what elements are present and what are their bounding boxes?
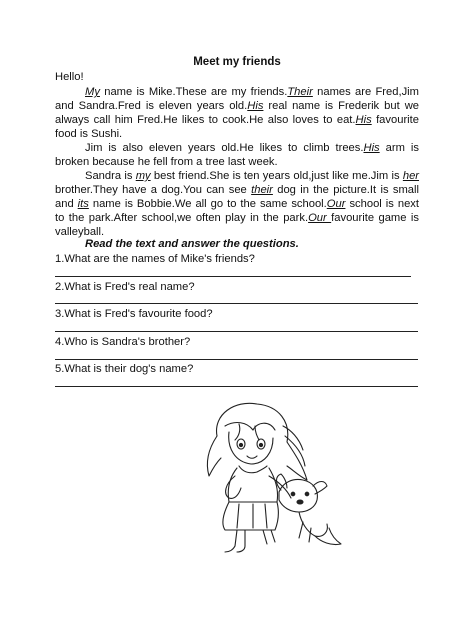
text-run: school is next to the park.After school,we often play in the park. <box>55 198 420 225</box>
answer-line-2[interactable] <box>55 303 418 304</box>
underlined-word: His <box>247 100 264 113</box>
text-run: arm is broken because he fell from a tree last week. <box>55 142 420 169</box>
underlined-word: its <box>77 198 89 211</box>
underlined-word: Our <box>326 198 346 211</box>
text-run: name is Bobbie.We all go to the same school. <box>88 198 327 211</box>
question-1: 1.What are the names of Mike's friends? <box>55 253 255 265</box>
text-run: Jim is also eleven years old.He likes to climb trees. <box>85 142 364 154</box>
girl-with-dog-illustration <box>195 396 345 556</box>
text-run: favourite game is valleyball. <box>55 212 419 239</box>
answer-line-3[interactable] <box>55 331 418 332</box>
underlined-word: her <box>402 170 420 182</box>
paragraph-1 <box>55 85 419 141</box>
underlined-word: My <box>85 86 100 98</box>
paragraph-3 <box>55 169 419 239</box>
underlined-word: His <box>363 142 380 154</box>
paragraph-2 <box>55 141 419 169</box>
underlined-word: my <box>135 170 151 182</box>
answer-line-4[interactable] <box>55 359 418 360</box>
question-5: 5.What is their dog's name? <box>55 363 194 375</box>
text-run: favourite food is Sushi. <box>55 114 419 141</box>
text-run: names are Fred,Jim and Sandra.Fred is eleven years old. <box>55 86 419 113</box>
text-run: brother.They have a dog.You can see <box>55 184 252 197</box>
question-3: 3.What is Fred's favourite food? <box>55 308 213 320</box>
text-run: Sandra is <box>85 170 136 182</box>
text-run: real name is Frederik but we always call him Fred.He likes to cook.He also loves to eat. <box>55 100 419 127</box>
question-4: 4.Who is Sandra's brother? <box>55 336 191 348</box>
underlined-word: Their <box>287 86 313 98</box>
text-run: name is Mike.These are my friends. <box>99 86 288 98</box>
answer-line-1[interactable] <box>55 276 411 277</box>
instruction: Read the text and answer the questions. <box>85 238 299 250</box>
text-run: best friend.She is ten years old,just like me.Jim is <box>150 170 403 182</box>
underlined-word: Our <box>308 212 332 225</box>
question-2: 2.What is Fred's real name? <box>55 281 195 293</box>
underlined-word: their <box>251 184 273 197</box>
page-title: Meet my friends <box>193 56 281 68</box>
greeting: Hello! <box>55 71 84 83</box>
underlined-word: His <box>355 114 372 127</box>
answer-line-5[interactable] <box>55 386 418 387</box>
text-run: dog in the picture.It is small and <box>55 184 419 211</box>
